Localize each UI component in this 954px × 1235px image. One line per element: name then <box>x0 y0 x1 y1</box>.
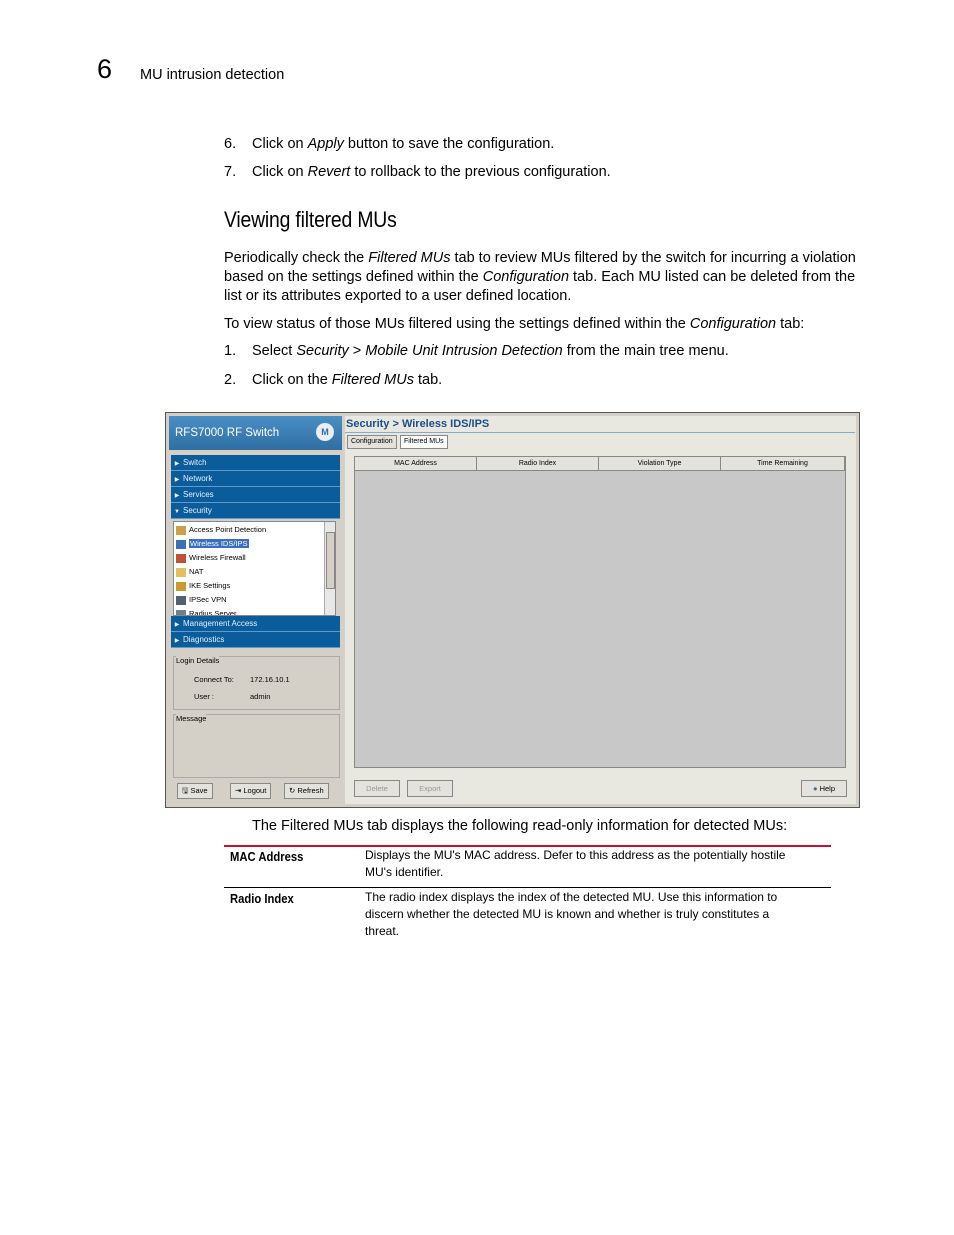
col-violation-type[interactable]: Violation Type <box>599 457 721 471</box>
tree-item-ap-detection[interactable]: Access Point Detection <box>176 523 266 536</box>
help-icon: ● <box>812 784 820 793</box>
message-legend: Message <box>176 714 207 723</box>
refresh-button[interactable]: ↻ Refresh <box>284 783 329 799</box>
user-value: admin <box>250 692 271 701</box>
nav-network[interactable]: ▶ Network <box>171 471 340 487</box>
nat-icon <box>176 568 186 577</box>
left-panel <box>169 416 342 804</box>
col-time-remaining[interactable]: Time Remaining <box>721 457 845 471</box>
delete-button[interactable]: Delete <box>354 780 400 797</box>
step-1: 1. Select Security > Mobile Unit Intrusion Detection from the main tree menu. <box>224 343 729 359</box>
content-panel <box>345 416 856 804</box>
col-radio-index[interactable]: Radio Index <box>477 457 599 471</box>
user-label: User : <box>194 692 215 701</box>
ap-detection-icon <box>176 526 186 535</box>
export-button[interactable]: Export <box>407 780 453 797</box>
step-2: 2. Click on the Filtered MUs tab. <box>224 372 443 388</box>
connect-to-label: Connect To: <box>194 675 234 684</box>
tree-item-ike[interactable]: IKE Settings <box>176 579 230 592</box>
nav-security[interactable]: ▼ Security <box>171 503 340 519</box>
ids-icon <box>176 540 186 549</box>
procedure-intro: To view status of those MUs filtered using the settings defined within the Configuration tab: <box>224 316 805 332</box>
tree-item-radius[interactable]: Radius Server <box>176 607 237 616</box>
logout-button[interactable]: ⇥ Logout <box>230 783 271 799</box>
save-icon: 🖫 <box>182 786 191 795</box>
term-mac-address: MAC Address <box>230 850 304 864</box>
app-title: RFS7000 RF Switch <box>175 427 280 439</box>
tab-filtered-mus[interactable]: Filtered MUs <box>400 435 448 449</box>
tree-item-ipsec[interactable]: IPSec VPN <box>176 593 227 606</box>
tree-item-nat[interactable]: NAT <box>176 565 203 578</box>
step-6: 6. Click on Apply button to save the configuration. <box>224 136 555 152</box>
def-mac-address: Displays the MU's MAC address. Defer to this address as the potentially hostile MU's identifier. <box>365 848 786 879</box>
lock-icon <box>176 582 186 591</box>
filtered-mus-table <box>354 456 846 768</box>
tree-item-wireless-ids[interactable]: Wireless IDS/IPS <box>176 537 249 550</box>
app-screenshot <box>165 412 860 808</box>
motorola-logo-icon: M <box>316 423 334 441</box>
nav-management-access[interactable]: ▶ Management Access <box>171 616 340 632</box>
refresh-icon: ↻ <box>289 786 298 795</box>
connect-to-value: 172.16.10.1 <box>250 675 290 684</box>
def-radio-index: The radio index displays the index of the detected MU. Use this information to discern whether the detected MU is known and whether is truly constitutes a threat. <box>365 890 778 938</box>
save-button[interactable]: 🖫 Save <box>177 783 213 799</box>
vpn-icon <box>176 596 186 605</box>
app-header <box>169 416 342 450</box>
security-tree <box>173 521 336 616</box>
tree-scrollbar[interactable] <box>324 522 335 615</box>
firewall-icon <box>176 554 186 563</box>
nav-switch[interactable]: ▶ Switch <box>171 455 340 471</box>
chapter-number: 6 <box>97 54 113 84</box>
table-caption: The Filtered MUs tab displays the following read-only information for detected MUs: <box>252 818 788 834</box>
nav-services[interactable]: ▶ Services <box>171 487 340 503</box>
login-details-group <box>173 656 340 710</box>
breadcrumb: Security > Wireless IDS/IPS <box>346 418 490 430</box>
tab-configuration[interactable]: Configuration <box>347 435 397 449</box>
tree-item-wireless-firewall[interactable]: Wireless Firewall <box>176 551 246 564</box>
help-button[interactable]: ● Help <box>801 780 847 797</box>
section-title: Viewing filtered MUs <box>224 207 397 232</box>
col-mac-address[interactable]: MAC Address <box>355 457 477 471</box>
message-group <box>173 714 340 778</box>
step-7: 7. Click on Revert to rollback to the previous configuration. <box>224 164 611 180</box>
nav-diagnostics[interactable]: ▶ Diagnostics <box>171 632 340 648</box>
table-row-rule <box>224 887 831 888</box>
login-details-legend: Login Details <box>176 656 220 665</box>
chapter-title: MU intrusion detection <box>140 67 285 83</box>
intro-paragraph: Periodically check the Filtered MUs tab to review MUs filtered by the switch for incurring a violation based on the settings defined within the Configuration tab. Each MU listed can be deleted from the list or its attributes exported to a user defined location. <box>224 250 856 304</box>
logout-icon: ⇥ <box>235 786 244 795</box>
term-radio-index: Radio Index <box>230 892 294 906</box>
